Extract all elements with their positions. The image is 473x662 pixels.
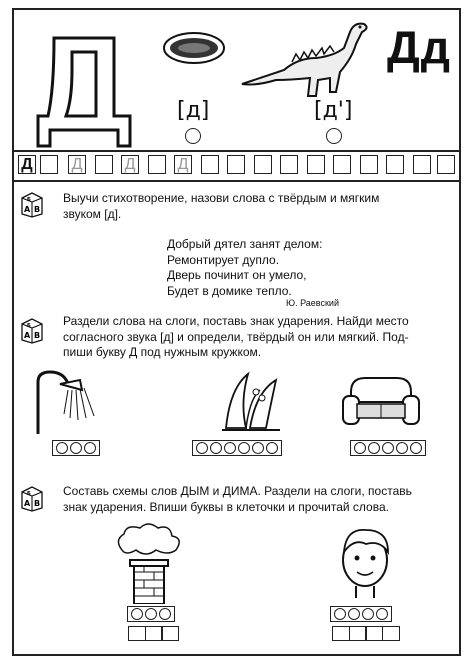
svg-text:В: В <box>34 499 41 508</box>
shower-image <box>32 368 112 436</box>
sofa-image <box>341 372 421 432</box>
task2-line: согласного звука [д] и определи, твёрдый он или мягкий. Под- <box>63 329 409 344</box>
practice-cell-empty[interactable] <box>307 155 325 174</box>
task1-instructions <box>63 191 379 222</box>
svg-text:А: А <box>24 331 31 340</box>
syllable-scheme-lily[interactable] <box>192 440 282 456</box>
task3-line: знак ударения. Впиши буквы в клеточки и прочитай слова. <box>63 499 389 514</box>
worksheet-page <box>12 8 461 656</box>
svg-text:Б: Б <box>27 491 31 497</box>
poem-author: Ю. Раевский <box>286 298 339 308</box>
practice-cell-empty[interactable] <box>413 155 431 174</box>
task3-instructions <box>63 484 412 515</box>
word-scheme-dym[interactable] <box>127 606 175 622</box>
practice-cell-empty[interactable] <box>437 155 455 174</box>
task2-line: Раздели слова на слоги, поставь знак ударения. Найди место <box>63 314 409 328</box>
abv-cube-icon <box>20 484 44 512</box>
practice-cell-empty[interactable] <box>95 155 113 174</box>
task1-line: Выучи стихотворение, назови слова с твёрдым и мягким <box>63 191 380 205</box>
practice-cell-2: Д <box>68 155 86 174</box>
task3-line: Составь схемы слов ДЫМ и ДИМА. Раздели на слоги, поставь <box>63 484 412 498</box>
syllable-scheme-sofa[interactable] <box>350 440 426 456</box>
boy-face-image <box>332 522 398 602</box>
soft-sound-circle[interactable] <box>326 128 342 144</box>
big-letter-outline <box>34 30 139 148</box>
word-scheme-dima[interactable] <box>330 606 392 622</box>
svg-text:А: А <box>24 205 31 214</box>
letter-boxes-dima[interactable] <box>332 626 398 641</box>
practice-cell-empty[interactable] <box>201 155 219 174</box>
practice-cell-3: Д <box>121 155 139 174</box>
task2-instructions <box>63 314 409 361</box>
lily-image <box>216 368 286 436</box>
practice-cell-empty[interactable] <box>360 155 378 174</box>
svg-text:Б: Б <box>27 323 31 329</box>
poem-line: Ремонтирует дупло. <box>167 252 280 267</box>
hard-sound-label: [д] <box>177 98 210 123</box>
svg-text:В: В <box>34 331 41 340</box>
soft-sound-label: [д'] <box>314 98 353 123</box>
hard-sound-circle[interactable] <box>185 128 201 144</box>
poem-line: Добрый дятел занят делом: <box>167 237 323 251</box>
chimney-image <box>112 520 192 604</box>
practice-cell-empty[interactable] <box>386 155 404 174</box>
melon-image <box>162 28 227 68</box>
abv-cube-icon <box>20 190 44 218</box>
practice-cell-empty[interactable] <box>227 155 245 174</box>
practice-cell-empty[interactable] <box>333 155 351 174</box>
poem-line: Дверь починит он умело, <box>167 268 307 282</box>
letter-header <box>14 10 459 152</box>
letter-pair: Дд <box>387 21 451 73</box>
svg-text:А: А <box>24 499 31 508</box>
writing-practice-row <box>14 150 459 182</box>
poem-line: Будет в домике тепло. <box>167 283 292 298</box>
practice-cell-empty[interactable] <box>280 155 298 174</box>
poem <box>167 237 322 299</box>
task2-line: пиши букву Д под нужным кружком. <box>63 345 262 359</box>
practice-cell-empty[interactable] <box>40 155 58 174</box>
syllable-scheme-shower[interactable] <box>52 440 100 456</box>
practice-cell-4: Д <box>174 155 192 174</box>
dinosaur-image <box>236 18 376 100</box>
practice-cell-empty[interactable] <box>254 155 272 174</box>
practice-cell-1: Д <box>18 155 36 174</box>
svg-text:В: В <box>34 205 41 214</box>
svg-text:Б: Б <box>27 197 31 203</box>
abv-cube-icon <box>20 316 44 344</box>
practice-cell-empty[interactable] <box>148 155 166 174</box>
task1-line: звуком [д]. <box>63 206 122 221</box>
letter-boxes-dym[interactable] <box>128 626 178 641</box>
